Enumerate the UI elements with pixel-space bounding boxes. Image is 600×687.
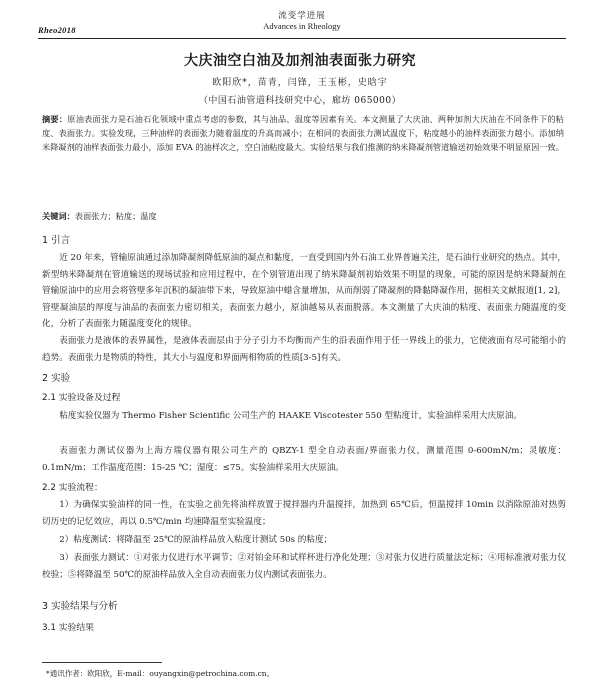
- journal-name-en: Advances in Rheology: [263, 21, 341, 31]
- keywords: [42, 209, 564, 223]
- affiliation: （中国石油管道科技研究中心，廊坊 065000）: [198, 96, 402, 106]
- procedure-step-1: 1）为确保实验油样的同一性，在实验之前先将油样放置于搅拌器内升温搅拌，加热到 65℃后，恒温搅拌 10min 以消除原油对热剪切历史的记忆效应，再以 0.5℃/min 均速降温至实验温度；: [42, 500, 566, 527]
- section-2-1-paragraph-1: 粘度实验仪器为 Thermo Fisher Scientific 公司生产的 HAAKE Viscotester 550 型粘度计，实验油样采用大庆原油。: [59, 411, 522, 421]
- section-2-1-heading: 2.1 实验设备及过程: [42, 393, 121, 403]
- procedure-step-2: 2）粘度测试：将降温至 25℃的原油样品放入粘度计测试 50s 的粘度；: [59, 535, 333, 545]
- section-1-heading: 1 引言: [42, 235, 71, 246]
- keywords-label: 关键词：: [42, 211, 75, 221]
- section-2-1-paragraph-2: 表面张力测试仪器为上海方瑞仪器有限公司生产的 QBZY-1 型全自动表面/界面张力仪，测量范围 0-600mN/m；灵敏度：0.1mN/m；工作温度范围：15-25 ℃；湿度：≤75。实验油样采用大庆原油。: [42, 446, 566, 473]
- abstract-label: 摘要：: [42, 114, 68, 124]
- author-list: 欧阳欣*，苗青，闫锋，王玉彬，史晗宇: [212, 78, 388, 88]
- footnote-divider: [42, 662, 162, 663]
- keywords-text: 表面张力；粘度；温度: [74, 211, 157, 221]
- abstract: [42, 112, 564, 154]
- procedure-step-3: 3）表面张力测试：①对张力仪进行水平调节；②对铂金环和试样杯进行净化处理；③对张力仪进行质量法定标；④用标准液对张力仪校验；⑤将降温至 50℃的原油样品放入全自动表面张力仪内测试表面张力。: [42, 553, 566, 580]
- section-1-paragraph-2: 表面张力是液体的表界属性，是液体表面层由于分子引力不均衡而产生的沿表面作用于任一界线上的张力，它使液面有尽可能缩小的趋势。表面张力是物质的特性，其大小与温度和界面两相物质的性质[3-5]有关。: [42, 336, 566, 363]
- paper-title: 大庆油空白油及加剂油表面张力研究: [184, 53, 416, 69]
- section-3-1-heading: 3.1 实验结果: [42, 623, 94, 633]
- running-header: [38, 8, 566, 39]
- footnote: *通讯作者：欧阳欣，E-mail：ouyangxin@petrochina.com.cn。: [46, 669, 275, 678]
- journal-name-cn: 流变学进展: [278, 11, 326, 21]
- abstract-text: 原油表面张力是石油石化领域中重点考虑的参数，其与油品、温度等因素有关。本文测量了大庆油、两种加剂大庆油在不同条件下的粘度、表面张力。实验发现，三种油样的表面张力随着温度的升高而减小；在相同的表面张力测试温度下，粘度越小的油样表面张力越小。添加纳米降凝剂的油样表面张力最小，添加 EVA 的油样次之，空白油粘度最大。实验结果与我们推测的纳米降凝剂管道输送初始效果不明显原因一致。: [42, 114, 564, 152]
- section-1-paragraph-1: 近 20 年来，管输原油通过添加降凝剂降低原油的凝点和黏度，一直受到国内外石油工业界普遍关注，是石油行业研究的热点。其中，新型纳米降凝剂在管道输送的现场试验和应用过程中，在个别管道出现了纳米降凝剂初始效果不明显的现象，可能的原因是纳米降凝剂在管输原油中的应用会将管壁多年沉积的凝油带下来，导致原油中蜡含量增加，从而削弱了降凝剂的降黏降凝作用，据相关文献报道[1, 2]，管壁凝油层的厚度与油品的表面张力密切相关，表面张力越小，原油越易从表面脱落。本文测量了大庆油的粘度、表面张力随温度的变化，分析了表面张力随温度变化的规律。: [42, 253, 566, 330]
- conference-logo: Rheo2018: [38, 25, 76, 35]
- section-2-2-heading: 2.2 实验流程：: [42, 483, 103, 493]
- section-2-heading: 2 实验: [42, 373, 71, 384]
- section-3-heading: 3 实验结果与分析: [42, 601, 118, 612]
